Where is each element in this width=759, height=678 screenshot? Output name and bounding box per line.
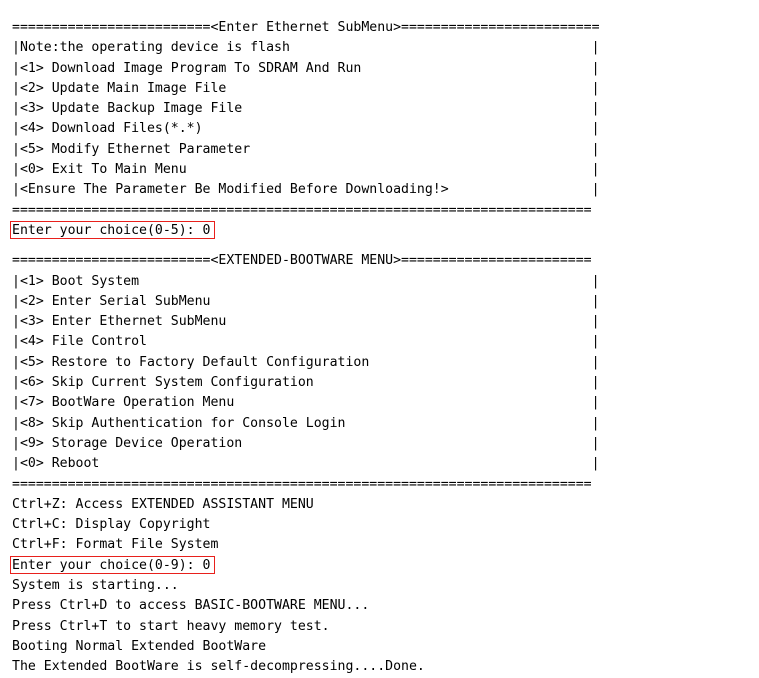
ethernet-submenu-header: =========================<Enter Ethernet SubMenu>========================= xyxy=(12,20,600,35)
extended-bootware-footer: ========================================================================= xyxy=(12,476,592,492)
ethernet-submenu-note: |<Ensure The Parameter Be Modified Before Downloading!> | xyxy=(12,182,600,198)
menu-item-skip-current-system-configuration[interactable]: |<6> Skip Current System Configuration | xyxy=(12,375,600,391)
ethernet-choice-prompt-row xyxy=(12,221,749,241)
bootware-choice-prompt[interactable]: Enter your choice(0-9): 0 xyxy=(12,556,211,576)
extended-bootware-menu-block xyxy=(12,251,749,576)
menu-item-skip-authentication[interactable]: |<8> Skip Authentication for Console Login | xyxy=(12,415,600,431)
boot-log-block xyxy=(12,576,749,677)
bootware-choice-prompt-row xyxy=(12,556,749,576)
ethernet-submenu-footer: ========================================================================= xyxy=(12,202,592,218)
ethernet-submenu-line: |Note:the operating device is flash | xyxy=(12,40,600,56)
boot-log-line: Press Ctrl+D to access BASIC-BOOTWARE MENU... xyxy=(12,598,370,614)
shortcut-extended-assistant-menu[interactable]: Ctrl+Z: Access EXTENDED ASSISTANT MENU xyxy=(12,496,314,512)
ethernet-choice-prompt[interactable]: Enter your choice(0-5): 0 xyxy=(12,221,211,241)
menu-item-serial-submenu[interactable]: |<2> Enter Serial SubMenu | xyxy=(12,293,600,309)
ethernet-submenu-line[interactable]: |<0> Exit To Main Menu | xyxy=(12,162,600,178)
menu-item-storage-device-operation[interactable]: |<9> Storage Device Operation | xyxy=(12,435,600,451)
menu-item-bootware-operation[interactable]: |<7> BootWare Operation Menu | xyxy=(12,395,600,411)
ethernet-submenu-line[interactable]: |<3> Update Backup Image File | xyxy=(12,101,600,117)
menu-item-restore-factory-default[interactable]: |<5> Restore to Factory Default Configuration | xyxy=(12,354,600,370)
shortcut-display-copyright[interactable]: Ctrl+C: Display Copyright xyxy=(12,517,211,533)
boot-log-line: Booting Normal Extended BootWare xyxy=(12,638,267,654)
menu-item-file-control[interactable]: |<4> File Control | xyxy=(12,334,600,350)
ethernet-submenu-line[interactable]: |<1> Download Image Program To SDRAM And Run | xyxy=(12,60,600,76)
ethernet-submenu-line[interactable]: |<4> Download Files(*.*) | xyxy=(12,121,600,137)
block-spacer xyxy=(12,241,749,251)
ethernet-submenu-block xyxy=(12,18,749,241)
ethernet-submenu-line[interactable]: |<5> Modify Ethernet Parameter | xyxy=(12,141,600,157)
extended-bootware-header: =========================<EXTENDED-BOOTWARE MENU>======================== xyxy=(12,253,592,269)
ethernet-submenu-line[interactable]: |<2> Update Main Image File | xyxy=(12,80,600,96)
menu-item-reboot[interactable]: |<0> Reboot | xyxy=(12,456,600,472)
menu-item-ethernet-submenu[interactable]: |<3> Enter Ethernet SubMenu | xyxy=(12,314,600,330)
boot-log-line: The Extended BootWare is self-decompressing....Done. xyxy=(12,659,425,675)
shortcut-format-file-system[interactable]: Ctrl+F: Format File System xyxy=(12,537,219,553)
boot-log-line: System is starting... xyxy=(12,578,179,594)
menu-item-boot-system[interactable]: |<1> Boot System | xyxy=(12,273,600,289)
boot-log-line: Press Ctrl+T to start heavy memory test. xyxy=(12,618,330,634)
